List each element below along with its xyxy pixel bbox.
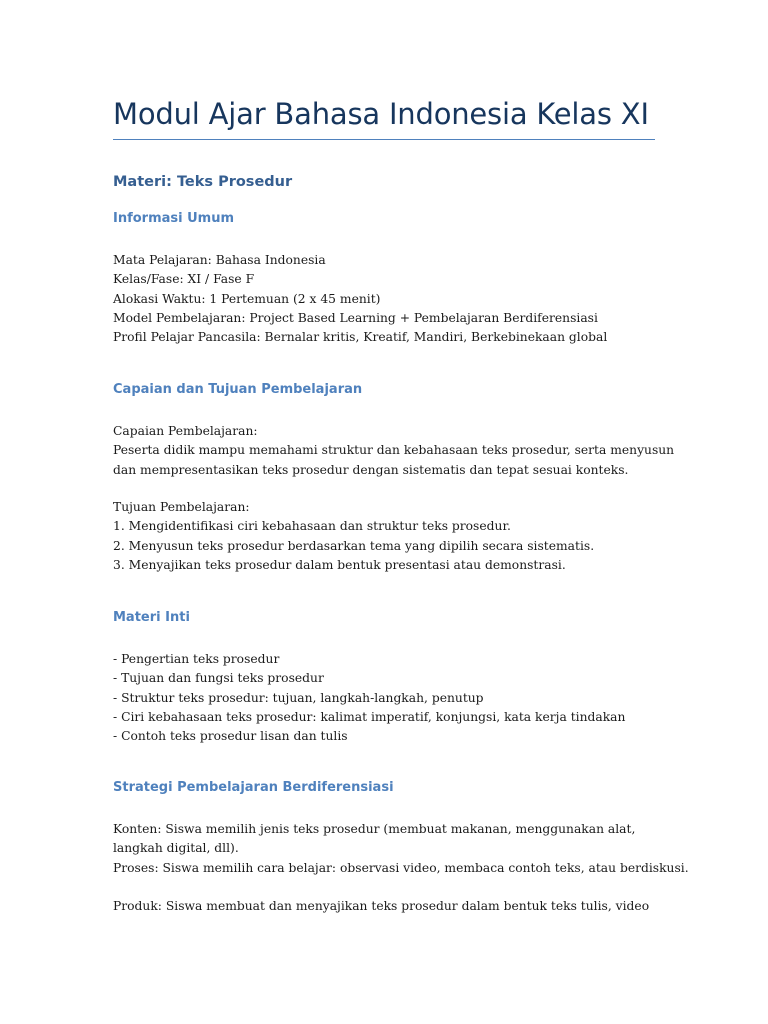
capaian-tujuan-heading: Capaian dan Tujuan Pembelajaran <box>113 382 363 397</box>
strategi-produk: Produk: Siswa membuat dan menyajikan teks prosedur dalam bentuk teks tulis, video <box>113 899 650 913</box>
title-underline <box>113 139 655 140</box>
strategi-proses: Proses: Siswa memilih cara belajar: observasi video, membaca contoh teks, atau berdiskusi. <box>113 860 689 875</box>
materi-inti-item: - Contoh teks prosedur lisan dan tulis <box>113 729 348 744</box>
materi-heading: Materi: Teks Prosedur <box>113 174 293 190</box>
materi-inti-heading: Materi Inti <box>113 610 190 625</box>
document-title: Modul Ajar Bahasa Indonesia Kelas XI <box>113 97 649 131</box>
strategi-produk-block <box>113 897 673 916</box>
strategi-konten: Konten: Siswa memilih jenis teks prosedur (membuat makanan, menggunakan alat, langkah digital, dll). <box>113 822 636 856</box>
informasi-umum-heading: Informasi Umum <box>113 211 235 226</box>
materi-inti-item: - Ciri kebahasaan teks prosedur: kalimat imperatif, konjungsi, kata kerja tindakan <box>113 709 626 724</box>
tujuan-block <box>113 498 673 575</box>
strategi-heading: Strategi Pembelajaran Berdiferensiasi <box>113 780 394 795</box>
tujuan-label: Tujuan Pembelajaran: <box>113 500 250 514</box>
capaian-line: dan mempresentasikan teks prosedur dengan sistematis dan tepat sesuai konteks. <box>113 462 629 477</box>
materi-inti-item: - Tujuan dan fungsi teks prosedur <box>113 671 324 686</box>
info-profil-pelajar: Profil Pelajar Pancasila: Bernalar kritis, Kreatif, Mandiri, Berkebinekaan global <box>113 330 608 345</box>
materi-inti-item: - Struktur teks prosedur: tujuan, langkah-langkah, penutup <box>113 690 484 705</box>
info-model-pembelajaran: Model Pembelajaran: Project Based Learning + Pembelajaran Berdiferensiasi <box>113 310 598 325</box>
info-kelas-fase: Kelas/Fase: XI / Fase F <box>113 272 255 287</box>
tujuan-item: 3. Menyajikan teks prosedur dalam bentuk presentasi atau demonstrasi. <box>113 557 566 572</box>
tujuan-item: 2. Menyusun teks prosedur berdasarkan tema yang dipilih secara sistematis. <box>113 538 595 553</box>
capaian-line: Peserta didik mampu memahami struktur dan kebahasaan teks prosedur, serta menyusun <box>113 443 675 458</box>
capaian-label: Capaian Pembelajaran: <box>113 424 258 438</box>
strategi-block <box>113 820 689 878</box>
info-mata-pelajaran: Mata Pelajaran: Bahasa Indonesia <box>113 253 326 267</box>
info-alokasi-waktu: Alokasi Waktu: 1 Pertemuan (2 x 45 menit) <box>113 291 381 306</box>
informasi-umum-list <box>113 251 673 347</box>
materi-inti-list <box>113 650 673 746</box>
tujuan-item: 1. Mengidentifikasi ciri kebahasaan dan struktur teks prosedur. <box>113 519 511 534</box>
capaian-block <box>113 422 673 480</box>
materi-inti-item: - Pengertian teks prosedur <box>113 652 280 666</box>
